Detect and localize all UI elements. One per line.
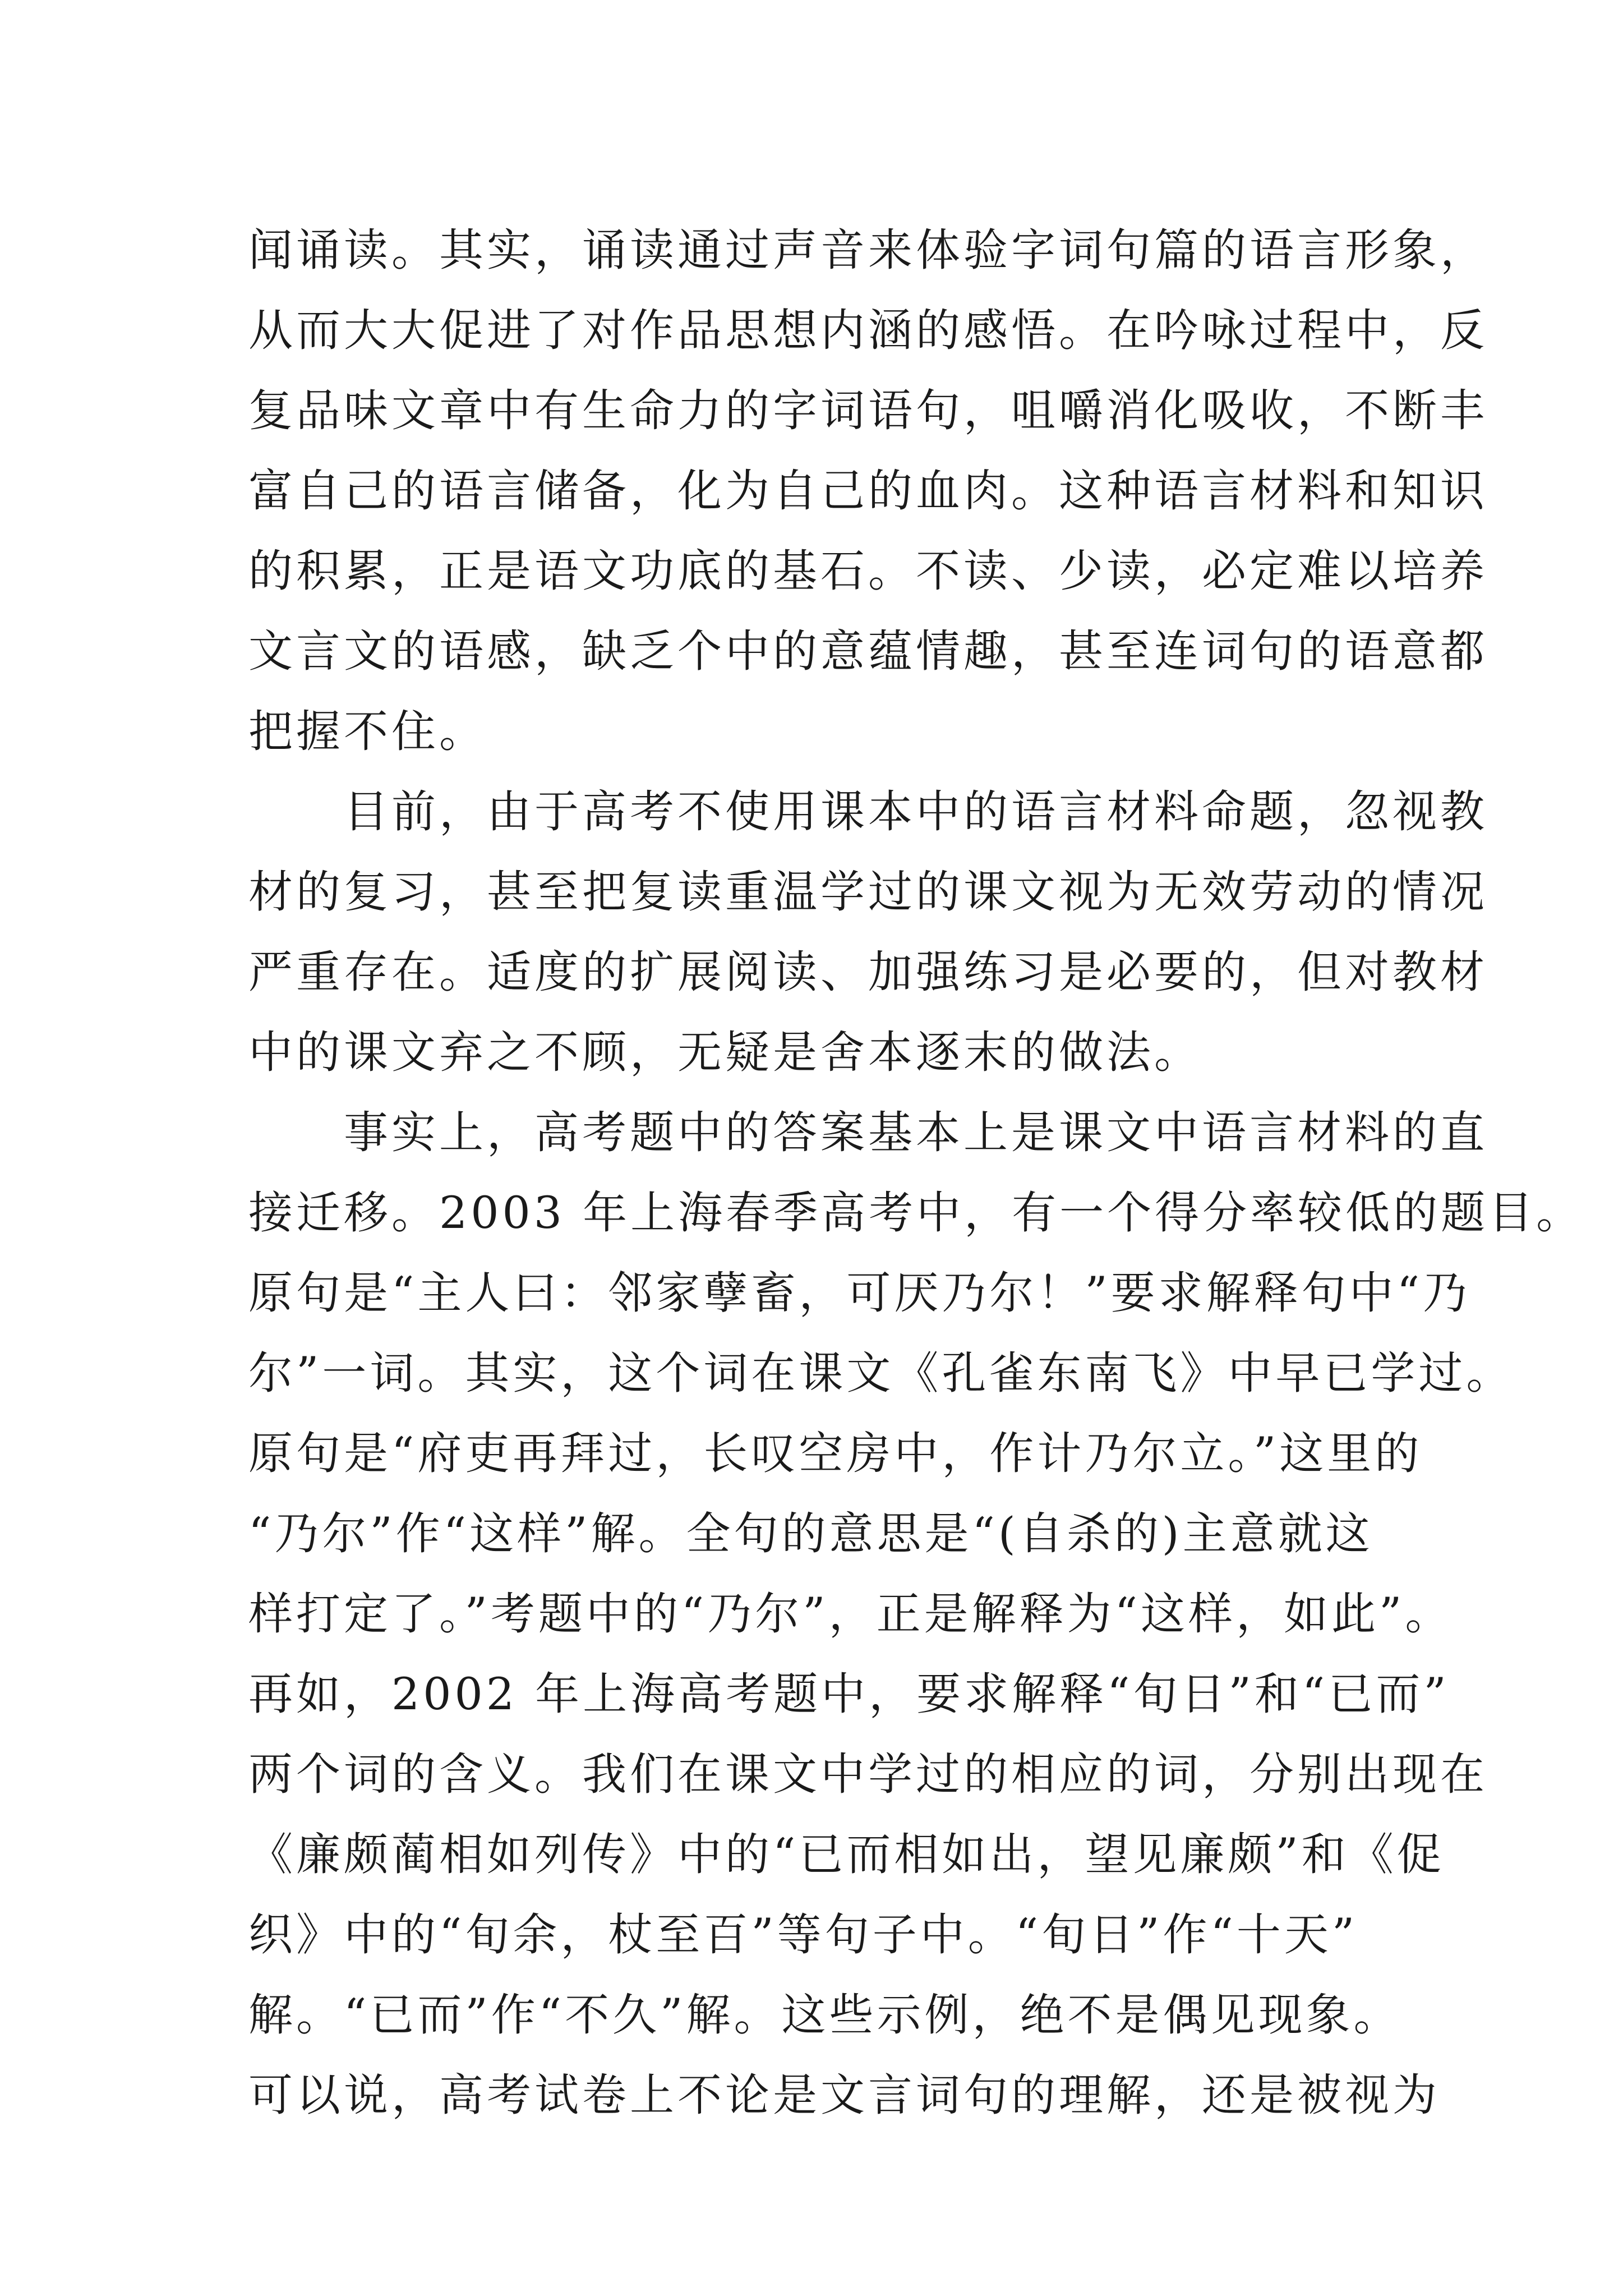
text-line: 闻诵读。其实，诵读通过声音来体验字词句篇的语言形象，	[248, 224, 1488, 276]
text-line: 原句是“主人曰：邻家孽畜，可厌乃尔！”要求解释句中“乃	[248, 1267, 1471, 1319]
document-body	[248, 210, 1584, 2136]
paragraph-first-line: 目前，由于高考不使用课本中的语言材料命题，忽视教	[344, 786, 1488, 838]
text-line: 可以说，高考试卷上不论是文言词句的理解，还是被视为	[248, 2069, 1440, 2121]
text-line: 《廉颇蔺相如列传》中的“已而相如出，望见廉颇”和《促	[248, 1829, 1445, 1880]
text-line: 从而大大促进了对作品思想内涵的感悟。在吟咏过程中，反	[248, 305, 1488, 356]
text-line: 解。“已而”作“不久”解。这些示例，绝不是偶见现象。	[248, 1989, 1401, 2041]
text-line: 复品味文章中有生命力的字词语句，咀嚼消化吸收，不断丰	[248, 385, 1488, 436]
text-line: 织》中的“旬余，杖至百”等句子中。“旬日”作“十天”	[248, 1909, 1358, 1961]
text-line: 样打定了。”考题中的“乃尔”，正是解释为“这样，如此”。	[248, 1588, 1453, 1640]
text-line: 文言文的语感，缺乏个中的意蕴情趣，甚至连词句的语意都	[248, 625, 1488, 677]
text-line: 把握不住。	[248, 706, 487, 757]
text-line: 的积累，正是语文功底的基石。不读、少读，必定难以培养	[248, 545, 1488, 597]
text-line: 两个词的含义。我们在课文中学过的相应的词，分别出现在	[248, 1749, 1488, 1800]
paragraph-first-line: 事实上，高考题中的答案基本上是课文中语言材料的直	[344, 1107, 1488, 1158]
text-line: “乃尔”作“这样”解。全句的意思是“(自杀的)主意就这	[248, 1508, 1373, 1559]
text-line: 中的课文弃之不顾，无疑是舍本逐末的做法。	[248, 1027, 1202, 1078]
text-line: 再如，2002 年上海高考题中，要求解释“旬日”和“已而”	[248, 1668, 1450, 1720]
text-line: 富自己的语言储备，化为自己的血肉。这种语言材料和知识	[248, 465, 1488, 517]
text-line: 严重存在。适度的扩展阅读、加强练习是必要的，但对教材	[248, 946, 1488, 998]
text-line: 原句是“府吏再拜过，长叹空房中，作计乃尔立。”这里的	[248, 1428, 1423, 1479]
text-line: 材的复习，甚至把复读重温学过的课文视为无效劳动的情况	[248, 866, 1488, 918]
text-line: 尔”一词。其实，这个词在课文《孔雀东南飞》中早已学过。	[248, 1347, 1514, 1399]
text-line: 接迁移。2003 年上海春季高考中，有一个得分率较低的题目。	[248, 1187, 1584, 1239]
